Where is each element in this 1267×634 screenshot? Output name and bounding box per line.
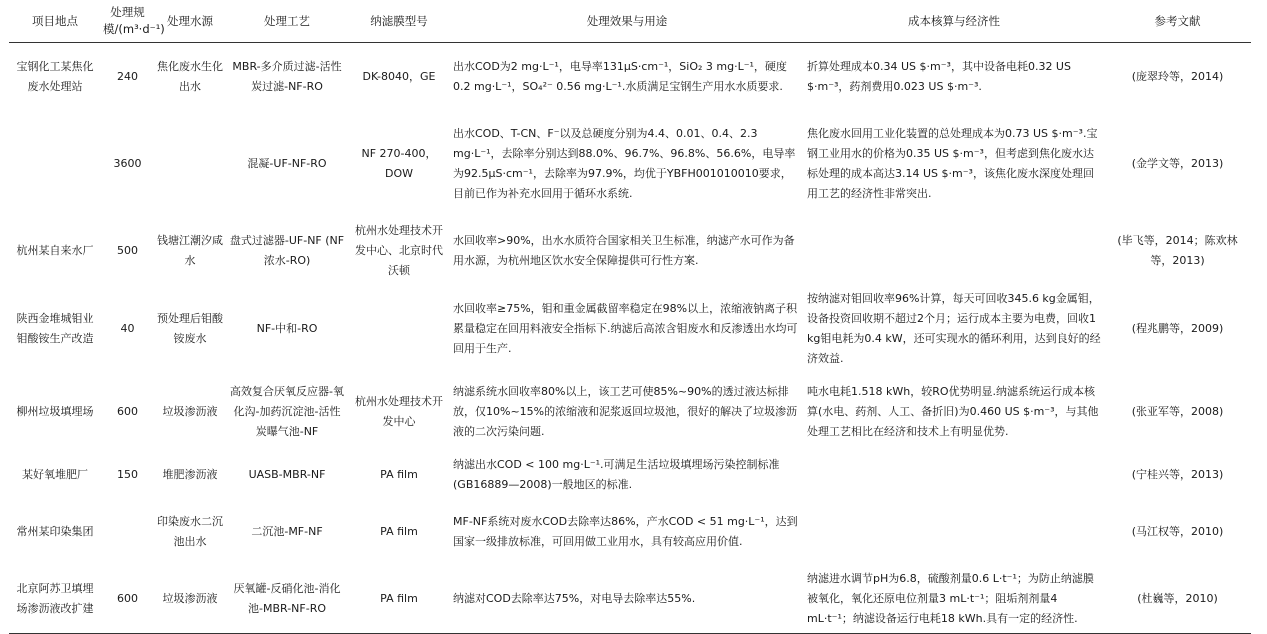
table-row	[9, 451, 1251, 499]
cell-reference: (庞翠玲等，2014)	[1131, 70, 1224, 83]
cell-site: 某好氧堆肥厂	[22, 468, 88, 481]
cell-effect: 出水COD为2 mg·L⁻¹，电导率131μS·cm⁻¹，SiO₂ 3 mg·L⁻¹，硬度0.2 mg·L⁻¹，SO₄²⁻ 0.56 mg·L⁻¹.水质满足宝钢生产用水水质要求.	[453, 60, 787, 93]
cell-membrane: PA film	[380, 468, 418, 481]
cell-site: 杭州某自来水厂	[16, 244, 94, 257]
cell-site: 常州某印染集团	[16, 525, 94, 538]
cell-process: 厌氧罐-反硝化池-消化池-MBR-NF-RO	[226, 565, 348, 634]
cell-cost: 焦化废水回用工业化装置的总处理成本为0.73 US $·m⁻³.宝钢工业用水的价格为0.35 US $·m⁻³，但考虑到焦化废水达标处理的成本高达3.14 US $·m⁻³，该焦化废水深度处理回用工艺的经济性非常突出.	[807, 127, 1098, 200]
cell-scale: 600	[101, 565, 154, 634]
cell-scale	[101, 499, 154, 565]
cell-membrane: PA film	[380, 525, 418, 538]
cell-site: 宝钢化工某焦化废水处理站	[16, 60, 94, 93]
table-row	[9, 217, 1251, 285]
cell-scale: 500	[117, 244, 138, 257]
cell-cost	[804, 499, 1104, 565]
table-row	[9, 285, 1251, 373]
cell-process: 混凝-UF-NF-RO	[247, 157, 327, 170]
table-row	[9, 43, 1251, 112]
cell-membrane: DK-8040，GE	[362, 70, 436, 83]
header-cost: 成本核算与经济性	[804, 0, 1104, 43]
header-reference: 参考文献	[1104, 0, 1251, 43]
cell-source: 垃圾渗沥液	[162, 405, 218, 418]
cell-membrane: 杭州水处理技术开发中心、北京时代沃顿	[355, 224, 443, 277]
cell-membrane: NF 270-400，DOW	[361, 147, 437, 180]
cell-reference: (金学文等，2013)	[1131, 157, 1224, 170]
cell-reference: (毕飞等，2014；陈欢林等，2013)	[1117, 234, 1238, 267]
cell-source: 焦化废水生化出水	[157, 60, 223, 93]
cell-effect: 纳滤系统水回收率80%以上，该工艺可使85%~90%的透过液达标排放，仅10%~15%的浓缩液和泥浆返回垃圾池，很好的解决了垃圾渗沥液的二次污染问题.	[453, 385, 798, 438]
table-row	[9, 565, 1251, 634]
table-row	[9, 499, 1251, 565]
cell-cost: 吨水电耗1.518 kWh，较RO优势明显.纳滤系统运行成本核算(水电、药剂、人工、备折旧)为0.460 US $·m⁻³，与其他处理工艺相比在经济和技术上有明显优势.	[807, 385, 1099, 438]
cell-scale: 600	[117, 405, 138, 418]
cell-cost: 纳滤进水调节pH为6.8，硫酸剂量0.6 L·t⁻¹；为防止纳滤膜被氧化，氧化还原电位剂量3 mL·t⁻¹；阻垢剂剂量4 mL·t⁻¹；纳滤设备运行电耗18 kWh.具有一定的经济性.	[804, 565, 1104, 634]
cell-membrane: 杭州水处理技术开发中心	[355, 395, 443, 428]
cell-source	[154, 111, 226, 217]
cell-reference: (程兆鹏等，2009)	[1131, 322, 1224, 335]
cell-source: 堆肥渗沥液	[162, 468, 218, 481]
header-process: 处理工艺	[226, 0, 348, 43]
cell-effect: 出水COD、T-CN、F⁻以及总硬度分别为4.4、0.01、0.4、2.3 mg·L⁻¹，去除率分别达到88.0%、96.7%、96.8%、56.6%，电导率为92.5μS·cm⁻¹，去除率为97.9%，均优于YBFH001010010要求，目前已作为补充水回用于循环水系统.	[453, 127, 796, 200]
cell-cost: 按纳滤对钼回收率96%计算，每天可回收345.6 kg金属钼，设备投资回收期不超过2个月；运行成本主要为电费，回收1 kg钼电耗为0.4 kW，还可实现水的循环利用，达到良好的经济效益.	[807, 292, 1101, 365]
cell-reference: (杜巍等，2010)	[1104, 565, 1251, 634]
cell-membrane: PA film	[348, 565, 450, 634]
header-scale: 处理规模/(m³·d⁻¹)	[101, 0, 154, 43]
cell-source: 垃圾渗沥液	[154, 565, 226, 634]
header-source: 处理水源	[154, 0, 226, 43]
cell-reference: (张亚军等，2008)	[1131, 405, 1224, 418]
header-row	[9, 0, 1251, 43]
table-row	[9, 111, 1251, 217]
cell-site: 北京阿苏卫填埋场渗沥液改扩建	[9, 565, 101, 634]
header-effect: 处理效果与用途	[450, 0, 804, 43]
cell-source: 预处理后钼酸铵废水	[157, 312, 223, 345]
cell-site: 柳州垃圾填埋场	[16, 405, 94, 418]
cell-process: MBR-多介质过滤-活性炭过滤-NF-RO	[232, 60, 342, 93]
cell-reference: (马江权等，2010)	[1131, 525, 1224, 538]
cell-scale: 150	[117, 468, 138, 481]
cell-reference: (宁桂兴等，2013)	[1131, 468, 1224, 481]
cell-cost	[804, 451, 1104, 499]
cell-site: 陕西金堆城钼业钼酸铵生产改造	[16, 312, 94, 345]
cell-effect: 水回收率≥75%，钼和重金属截留率稳定在98%以上，浓缩液钠离子积累量稳定在回用料液安全指标下.纳滤后高浓含钼废水和反渗透出水均可回用于生产.	[453, 302, 798, 355]
cell-process: 二沉池-MF-NF	[251, 525, 323, 538]
cell-membrane	[348, 285, 450, 373]
cell-scale: 3600	[113, 157, 142, 170]
cell-cost: 折算处理成本0.34 US $·m⁻³，其中设备电耗0.32 US $·m⁻³，药剂费用0.023 US $·m⁻³.	[807, 60, 1071, 93]
cell-site	[9, 111, 101, 217]
cell-effect: MF-NF系统对废水COD去除率达86%，产水COD < 51 mg·L⁻¹，达到国家一级排放标准，可回用做工业用水，具有较高应用价值.	[453, 515, 798, 548]
cell-process: 盘式过滤器-UF-NF (NF浓水-RO)	[229, 234, 345, 267]
applications-table	[9, 0, 1251, 634]
cell-process: 高效复合厌氧反应器-氧化沟-加药沉淀池-活性炭曝气池-NF	[230, 385, 344, 438]
table-row	[9, 373, 1251, 451]
header-site: 项目地点	[9, 0, 101, 43]
cell-scale: 240	[117, 70, 138, 83]
cell-scale: 40	[120, 322, 135, 335]
cell-process: NF-中和-RO	[256, 322, 318, 335]
cell-effect: 纳滤出水COD < 100 mg·L⁻¹.可满足生活垃圾填埋场污染控制标准(GB16889—2008)一般地区的标准.	[453, 458, 780, 491]
cell-effect: 纳滤对COD去除率达75%，对电导去除率达55%.	[450, 565, 804, 634]
cell-source: 钱塘江潮汐咸水	[157, 234, 223, 267]
cell-effect: 水回收率>90%，出水水质符合国家相关卫生标准，纳滤产水可作为备用水源，为杭州地区饮水安全保障提供可行性方案.	[453, 234, 795, 267]
cell-process: UASB-MBR-NF	[248, 468, 326, 481]
header-membrane: 纳滤膜型号	[348, 0, 450, 43]
cell-source: 印染废水二沉池出水	[157, 515, 223, 548]
cell-cost	[804, 217, 1104, 285]
